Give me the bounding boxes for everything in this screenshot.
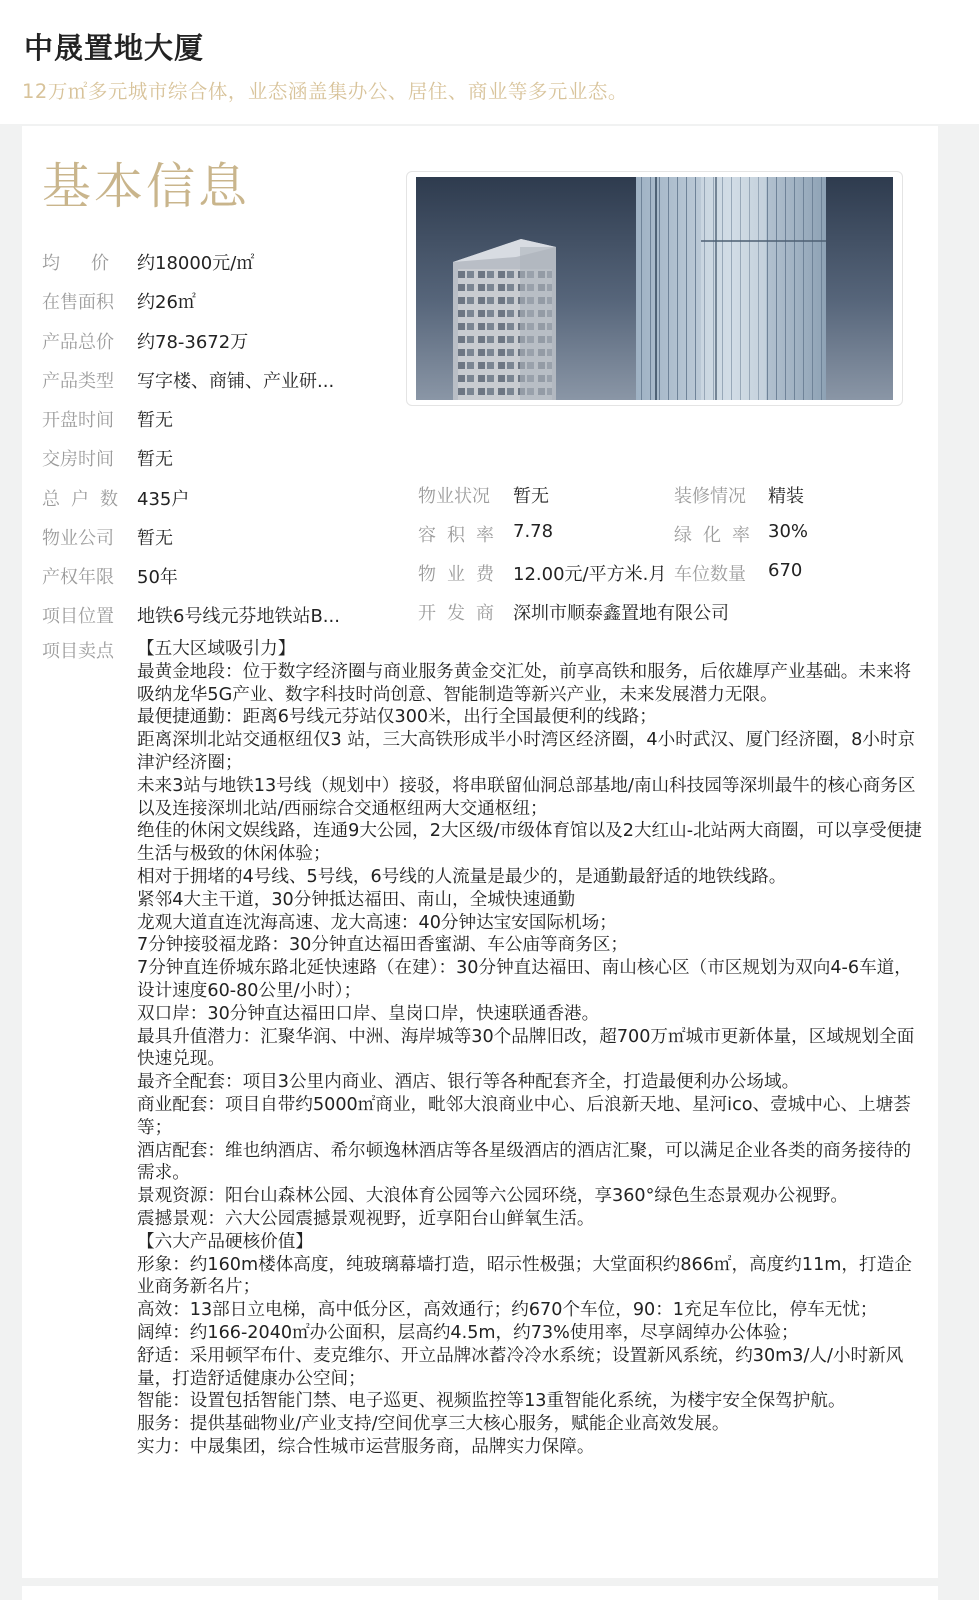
selling-point-line: 【六大产品硬核价值】 — [137, 1231, 313, 1252]
field-value: 暂无 — [137, 528, 173, 549]
selling-point-line: 距离深圳北站交通枢纽仅3 站，三大高铁形成半小时湾区经济圈，4小时武汉、厦门经济圈，8小时京津沪经济圈； — [137, 730, 916, 773]
selling-point-line: 商业配套：项目自带约5000㎡商业，毗邻大浪商业中心、后浪新天地、星河ico、壹城中心、上塘荟等； — [137, 1094, 911, 1138]
selling-point-line: 景观资源：阳台山森林公园、大浪体育公园等六公园环绕，享360°绿色生态景观办公视野。 — [137, 1186, 848, 1207]
field-decoration — [674, 482, 904, 506]
field-total-price — [42, 328, 382, 352]
selling-point-line: 最齐全配套：项目3公里内商业、酒店、银行等各种配套齐全，打造最便利办公场域。 — [137, 1072, 800, 1093]
field-label: 项目位置 — [42, 606, 114, 627]
field-location[interactable] — [42, 602, 382, 626]
field-label: 绿化率 — [674, 525, 761, 546]
selling-point-line: 紧邻4大主干道，30分钟抵达福田、南山，全城快速通勤 — [137, 889, 576, 910]
field-value: 暂无 — [513, 486, 549, 507]
field-property-status — [418, 482, 668, 506]
field-value: 暂无 — [137, 410, 173, 431]
field-delivery-time — [42, 445, 382, 469]
selling-point-line: 实力：中晟集团，综合性城市运营服务商，品牌实力保障。 — [137, 1436, 595, 1457]
basic-info-card — [22, 126, 938, 1578]
field-value: 暂无 — [137, 449, 173, 470]
field-households — [42, 485, 382, 509]
selling-point-line: 形象：约160m楼体高度，纯玻璃幕墙打造，昭示性极强；大堂面积约866㎡，高度约11m，打造企业商务新名片； — [137, 1254, 912, 1298]
field-label: 在售面积 — [42, 292, 114, 313]
building-photo[interactable] — [406, 171, 903, 406]
selling-point-line: 双口岸：30分钟直达福田口岸、皇岗口岸，快速联通香港。 — [137, 1003, 600, 1024]
field-label: 物业状况 — [418, 486, 490, 507]
field-value: 50年 — [137, 567, 178, 588]
field-label: 产品总价 — [42, 332, 114, 353]
selling-point-line: 震撼景观：六大公园震撼景观视野，近享阳台山鲜氧生活。 — [137, 1208, 595, 1229]
field-property-company — [42, 524, 382, 548]
field-developer — [418, 599, 838, 623]
field-value: 约78-3672万 — [137, 332, 249, 353]
field-label: 物业公司 — [42, 528, 114, 549]
field-label: 产品类型 — [42, 371, 114, 392]
selling-point-line: 高效：13部日立电梯，高中低分区，高效通行；约670个车位，90：1充足车位比，停车无忧； — [137, 1300, 878, 1321]
field-value: 深圳市顺泰鑫置地有限公司 — [513, 603, 729, 624]
bottom-card-edge — [22, 1586, 938, 1600]
field-label: 开盘时间 — [42, 410, 114, 431]
field-open-time — [42, 406, 382, 430]
field-green-rate — [674, 521, 904, 545]
field-value: 地铁6号线元芬地铁站B... — [137, 606, 340, 627]
field-product-type — [42, 367, 382, 391]
selling-point-line: 智能：设置包括智能门禁、电子巡更、视频监控等13重智能化系统，为楼宇安全保驾护航。 — [137, 1391, 846, 1412]
field-plot-ratio — [418, 521, 668, 545]
project-subtitle: 12万㎡多元城市综合体，业态涵盖集办公、居住、商业等多元业态。 — [22, 80, 628, 103]
field-value: 精装 — [768, 486, 804, 507]
selling-point-line: 最黄金地段：位于数字经济圈与商业服务黄金交汇处，前享高铁和服务，后依雄厚产业基础。未来将吸纳龙华5G产业、数字科技时尚创意、智能制造等新兴产业，未来发展潜力无限。 — [137, 661, 912, 705]
field-label: 开发商 — [418, 603, 505, 624]
field-value: 435户 — [137, 489, 190, 510]
field-label: 产权年限 — [42, 567, 114, 588]
selling-point-line: 相对于拥堵的4号线、5号线，6号线的人流量是最少的，是通勤最舒适的地铁线路。 — [137, 866, 787, 887]
field-label: 总户数 — [42, 489, 129, 510]
field-value: 约26㎡ — [137, 292, 196, 313]
field-property-years — [42, 563, 382, 587]
field-value: 7.78 — [513, 521, 554, 542]
selling-point-line: 龙观大道直连沈海高速、龙大高速：40分钟达宝安国际机场； — [137, 912, 617, 933]
selling-points-label: 项目卖点 — [42, 641, 114, 662]
selling-point-line: 最便捷通勤：距离6号线元芬站仅300米，出行全国最便利的线路； — [137, 707, 657, 728]
field-sale-area — [42, 288, 382, 312]
field-value: 写字楼、商铺、产业研... — [137, 371, 335, 392]
field-value: 12.00元/平方米.月 — [513, 564, 667, 585]
selling-point-line: 【五大区域吸引力】 — [137, 639, 296, 659]
field-property-fee — [418, 560, 668, 584]
field-value: 670 — [768, 560, 803, 581]
field-label: 容积率 — [418, 525, 505, 546]
building-image — [416, 177, 893, 400]
field-avg-price — [42, 249, 382, 273]
field-label: 交房时间 — [42, 449, 114, 470]
selling-point-line: 舒适：采用顿罕布什、麦克维尔、开立品牌冰蓄冷冷水系统；设置新风系统，约30m3/人/小时新风量，打造舒适健康办公空间； — [137, 1345, 904, 1389]
selling-points-text — [137, 638, 922, 1459]
field-label: 车位数量 — [674, 564, 746, 585]
selling-point-line: 绝佳的休闲文娱线路，连通9大公园，2大区级/市级体育馆以及2大红山-北站两大商圈，可以享受便捷生活与极致的休闲体验； — [137, 821, 922, 865]
selling-point-line: 服务：提供基础物业/产业支持/空间优享三大核心服务，赋能企业高效发展。 — [137, 1414, 730, 1435]
project-title: 中晟置地大厦 — [24, 31, 205, 65]
page-header — [0, 0, 979, 124]
section-title: 基本信息 — [42, 158, 251, 215]
field-label: 物业费 — [418, 564, 505, 585]
selling-point-line: 酒店配套：维也纳酒店、希尔顿逸林酒店等各星级酒店的酒店汇聚，可以满足企业各类的商务接待的需求。 — [137, 1140, 912, 1184]
field-parking — [674, 560, 904, 584]
field-label: 装修情况 — [674, 486, 746, 507]
field-label: 均价 — [42, 253, 140, 274]
selling-point-line: 7分钟直连侨城东路北延快速路（在建）：30分钟直达福田、南山核心区（市区规划为双向4-6车道，设计速度60-80公里/小时）； — [137, 958, 912, 1001]
selling-point-line: 未来3站与地铁13号线（规划中）接驳，将串联留仙洞总部基地/南山科技园等深圳最牛的核心商务区以及连接深圳北站/西丽综合交通枢纽两大交通枢纽； — [137, 775, 916, 819]
selling-point-line: 最具升值潜力：汇聚华润、中洲、海岸城等30个品牌旧改，超700万㎡城市更新体量，区域规划全面快速兑现。 — [137, 1026, 915, 1070]
field-value: 30% — [768, 521, 809, 542]
field-value: 约18000元/㎡ — [137, 253, 255, 274]
selling-point-line: 7分钟接驳福龙路：30分钟直达福田香蜜湖、车公庙等商务区； — [137, 935, 629, 956]
selling-point-line: 阔绰：约166-2040㎡办公面积，层高约4.5m，约73%使用率，尽享阔绰办公体验； — [137, 1322, 799, 1343]
